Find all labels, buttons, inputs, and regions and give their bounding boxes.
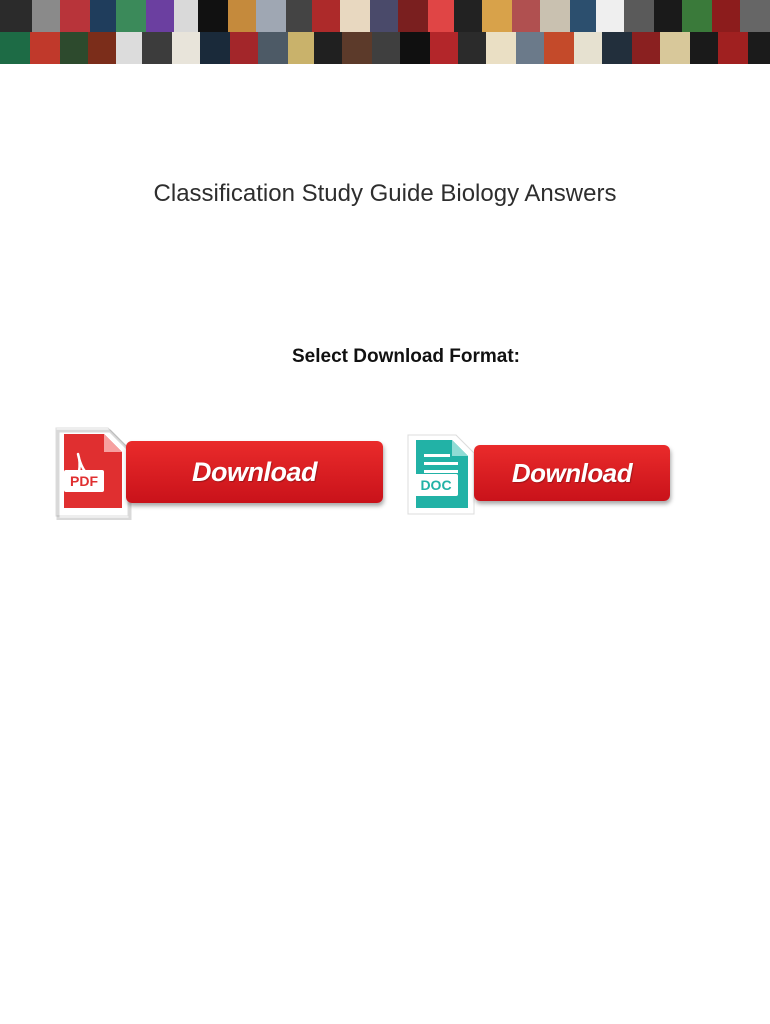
select-format-label: Select Download Format: <box>291 346 521 367</box>
doc-file-icon <box>402 432 480 518</box>
doc-download-button[interactable] <box>402 432 672 518</box>
doc-download-label-box[interactable] <box>474 445 670 501</box>
banner-row-top <box>0 0 770 32</box>
banner-row-bottom <box>0 32 770 64</box>
page-title: Classification Study Guide Biology Answers <box>153 180 617 207</box>
doc-badge-text: DOC <box>420 477 452 493</box>
pdf-download-button[interactable] <box>50 424 335 521</box>
doc-download-label: Download <box>511 457 633 488</box>
pdf-file-icon <box>50 424 132 520</box>
pdf-download-label-box[interactable] <box>126 441 383 503</box>
header-banner <box>0 0 770 64</box>
pdf-download-label: Download <box>192 456 317 487</box>
pdf-badge-text: PDF <box>70 473 98 489</box>
